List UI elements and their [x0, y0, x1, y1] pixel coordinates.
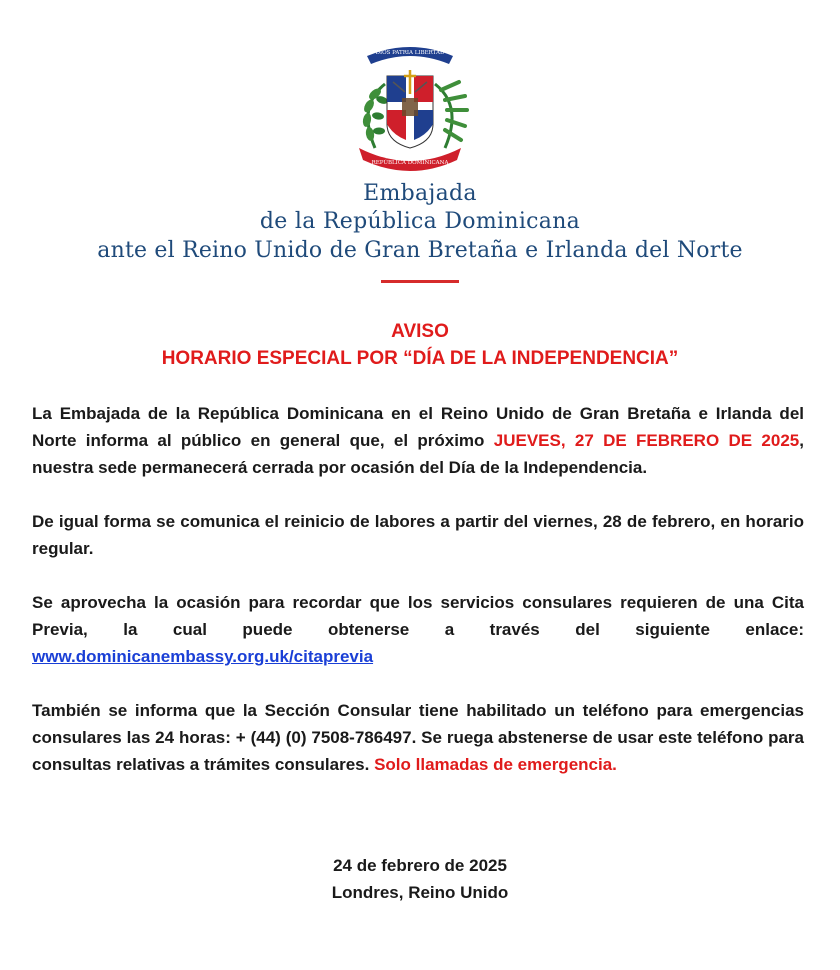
paragraph-emergency [32, 697, 804, 778]
paragraph-closure [32, 400, 804, 481]
paragraph-emergency-text: También se informa que la Sección Consular tiene habilitado un teléfono para emergencias consulares las 24 horas: + (44) (0) 7508-786497. Se ruega abstenerse de usar este teléfono para consultas relativas a trámites consulares. [32, 701, 804, 774]
header-line-3: ante el Reino Unido de Gran Bretaña e Irlanda del Norte [97, 238, 743, 263]
notice-title: AVISO [391, 321, 449, 342]
footer-date: 24 de febrero de 2025 [333, 856, 507, 875]
appointment-link[interactable]: www.dominicanembassy.org.uk/citaprevia [32, 647, 374, 666]
coat-of-arms-icon [345, 36, 475, 176]
emergency-only-note: Solo llamadas de emergencia. [374, 755, 617, 774]
footer-place: Londres, Reino Unido [331, 883, 509, 902]
notice-subtitle: HORARIO ESPECIAL POR “DÍA DE LA INDEPENDENCIA” [161, 348, 679, 369]
notice-body [32, 400, 804, 805]
paragraph-closure-text: La Embajada de la República Dominicana en el Reino Unido de Gran Bretaña e Irlanda del Norte informa al público en general que, el próximo [32, 404, 804, 450]
header-divider [381, 280, 459, 283]
header-line-2: de la República Dominicana [259, 209, 581, 234]
paragraph-closure-text-end: , nuestra sede permanecerá cerrada por ocasión del Día de la Independencia. [32, 431, 804, 477]
paragraph-appointment-text: Se aprovecha la ocasión para recordar que los servicios consulares requieren de una Cita Previa, la cual puede obtenerse a través del siguiente enlace: [32, 593, 804, 639]
signature-block [0, 852, 840, 906]
embassy-header [0, 180, 840, 266]
paragraph-appointment [32, 589, 804, 670]
header-line-1: Embajada [363, 181, 477, 206]
paragraph-reopening: De igual forma se comunica el reinicio de labores a partir del viernes, 28 de febrero, en horario regular. [32, 512, 804, 558]
notice-heading [0, 318, 840, 372]
svg-text:REPÚBLICA DOMINICANA: REPÚBLICA DOMINICANA [371, 160, 449, 166]
closure-date: JUEVES, 27 DE FEBRERO DE 2025 [493, 431, 800, 450]
svg-text:DIOS PATRIA LIBERTAD: DIOS PATRIA LIBERTAD [375, 50, 445, 56]
